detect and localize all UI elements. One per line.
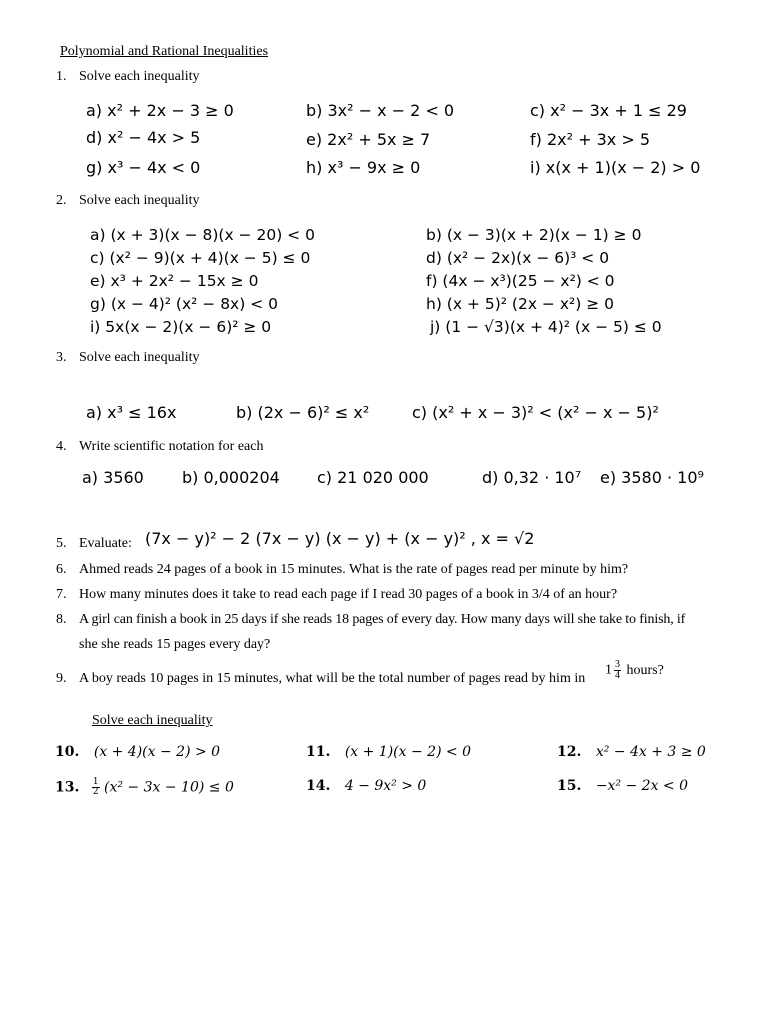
q1-number: 1.	[56, 69, 67, 84]
q2-item-i: i) 5x(x − 2)(x − 6)² ≥ 0	[90, 318, 272, 336]
problem-15-expr: −x² − 2x < 0	[595, 778, 689, 794]
q1-item-d: d) x² − 4x > 5	[86, 128, 201, 147]
q9-number: 9.	[56, 671, 67, 686]
q2-item-d: d) (x² − 2x)(x − 6)³ < 0	[426, 249, 610, 267]
problem-14-expr: 4 − 9x² > 0	[344, 778, 427, 794]
q7-text: How many minutes does it take to read each page if I read 30 pages of a book in 3/4 of an hour?	[79, 587, 618, 602]
q2-number: 2.	[56, 193, 67, 208]
q1-prompt: Solve each inequality	[79, 69, 200, 84]
q3-item-c: c) (x² + x − 3)² < (x² − x − 5)²	[412, 403, 659, 422]
q1-item-a: a) x² + 2x − 3 ≥ 0	[86, 101, 234, 120]
section2-title: Solve each inequality	[92, 713, 213, 728]
q1-item-b: b) 3x² − x − 2 < 0	[306, 101, 455, 120]
q3-prompt: Solve each inequality	[79, 350, 200, 365]
q2-prompt: Solve each inequality	[79, 193, 200, 208]
problem-12	[557, 744, 706, 760]
q4-item-d: d) 0,32 · 10⁷	[482, 468, 582, 487]
q4-number: 4.	[56, 439, 67, 454]
q5-expression: (7x − y)² − 2 (7x − y) (x − y) + (x − y)² , x = √2	[145, 529, 535, 548]
q4-item-b: b) 0,000204	[182, 468, 280, 487]
problem-15	[557, 778, 688, 794]
problem-13-coef-numerator: 1	[92, 777, 99, 787]
problem-10	[55, 744, 220, 760]
q9-text: A boy reads 10 pages in 15 minutes, what will be the total number of pages read by him in	[79, 671, 586, 686]
q2-item-j: j) (1 − √3)(x + 4)² (x − 5) ≤ 0	[430, 318, 662, 336]
q5-number: 5.	[56, 536, 67, 551]
q8-text-line1: A girl can finish a book in 25 days if she reads 18 pages of every day. How many days will she take to finish, if	[79, 612, 686, 627]
q1-item-e: e) 2x² + 5x ≥ 7	[306, 130, 431, 149]
q1-item-h: h) x³ − 9x ≥ 0	[306, 158, 421, 177]
problem-11-number: 11.	[306, 744, 331, 760]
problem-13-coefficient	[92, 778, 100, 797]
q2-item-g: g) (x − 4)² (x² − 8x) < 0	[90, 295, 278, 313]
q4-item-e: e) 3580 · 10⁹	[600, 468, 704, 487]
q1-item-g: g) x³ − 4x < 0	[86, 158, 201, 177]
q8-text-line2: she she reads 15 pages every day?	[79, 637, 271, 652]
problem-10-number: 10.	[55, 744, 80, 760]
problem-12-expr: x² − 4x + 3 ≥ 0	[595, 744, 706, 760]
q2-item-b: b) (x − 3)(x + 2)(x − 1) ≥ 0	[426, 226, 642, 244]
q2-item-c: c) (x² − 9)(x + 4)(x − 5) ≤ 0	[90, 249, 311, 267]
q9-fraction	[614, 660, 621, 681]
problem-11-expr: (x + 1)(x − 2) < 0	[344, 744, 472, 760]
q8-number: 8.	[56, 612, 67, 627]
q1-item-f: f) 2x² + 3x > 5	[530, 130, 651, 149]
q9-denominator: 4	[615, 670, 620, 681]
q4-item-a: a) 3560	[82, 468, 144, 487]
q4-prompt: Write scientific notation for each	[79, 439, 264, 454]
q2-item-h: h) (x + 5)² (2x − x²) ≥ 0	[426, 295, 614, 313]
q1-item-i: i) x(x + 1)(x − 2) > 0	[530, 158, 701, 177]
q3-item-a: a) x³ ≤ 16x	[86, 403, 177, 422]
problem-14	[306, 778, 426, 794]
q9-mixed-number	[605, 660, 664, 681]
q3-item-b: b) (2x − 6)² ≤ x²	[236, 403, 370, 422]
problem-12-number: 12.	[557, 744, 582, 760]
q6-number: 6.	[56, 562, 67, 577]
q2-item-a: a) (x + 3)(x − 8)(x − 20) < 0	[90, 226, 315, 244]
problem-14-number: 14.	[306, 778, 331, 794]
problem-10-expr: (x + 4)(x − 2) > 0	[93, 744, 221, 760]
q2-item-f: f) (4x − x³)(25 − x²) < 0	[426, 272, 615, 290]
problem-13-coef-denominator: 2	[92, 787, 99, 797]
q6-text: Ahmed reads 24 pages of a book in 15 minutes. What is the rate of pages read per minute by him?	[79, 562, 629, 577]
q9-tail: hours?	[626, 662, 664, 678]
q7-number: 7.	[56, 587, 67, 602]
q1-item-c: c) x² − 3x + 1 ≤ 29	[530, 101, 687, 120]
q3-number: 3.	[56, 350, 67, 365]
q4-item-c: c) 21 020 000	[317, 468, 429, 487]
problem-15-number: 15.	[557, 778, 582, 794]
problem-13	[55, 778, 234, 797]
q9-whole: 1	[605, 662, 612, 678]
problem-13-expr: (x² − 3x − 10) ≤ 0	[104, 779, 234, 796]
problem-11	[306, 744, 471, 760]
problem-13-number: 13.	[55, 779, 80, 796]
page-title: Polynomial and Rational Inequalities	[60, 44, 269, 59]
q5-prompt: Evaluate:	[79, 536, 132, 551]
q9-numerator: 3	[615, 659, 620, 670]
q2-item-e: e) x³ + 2x² − 15x ≥ 0	[90, 272, 259, 290]
